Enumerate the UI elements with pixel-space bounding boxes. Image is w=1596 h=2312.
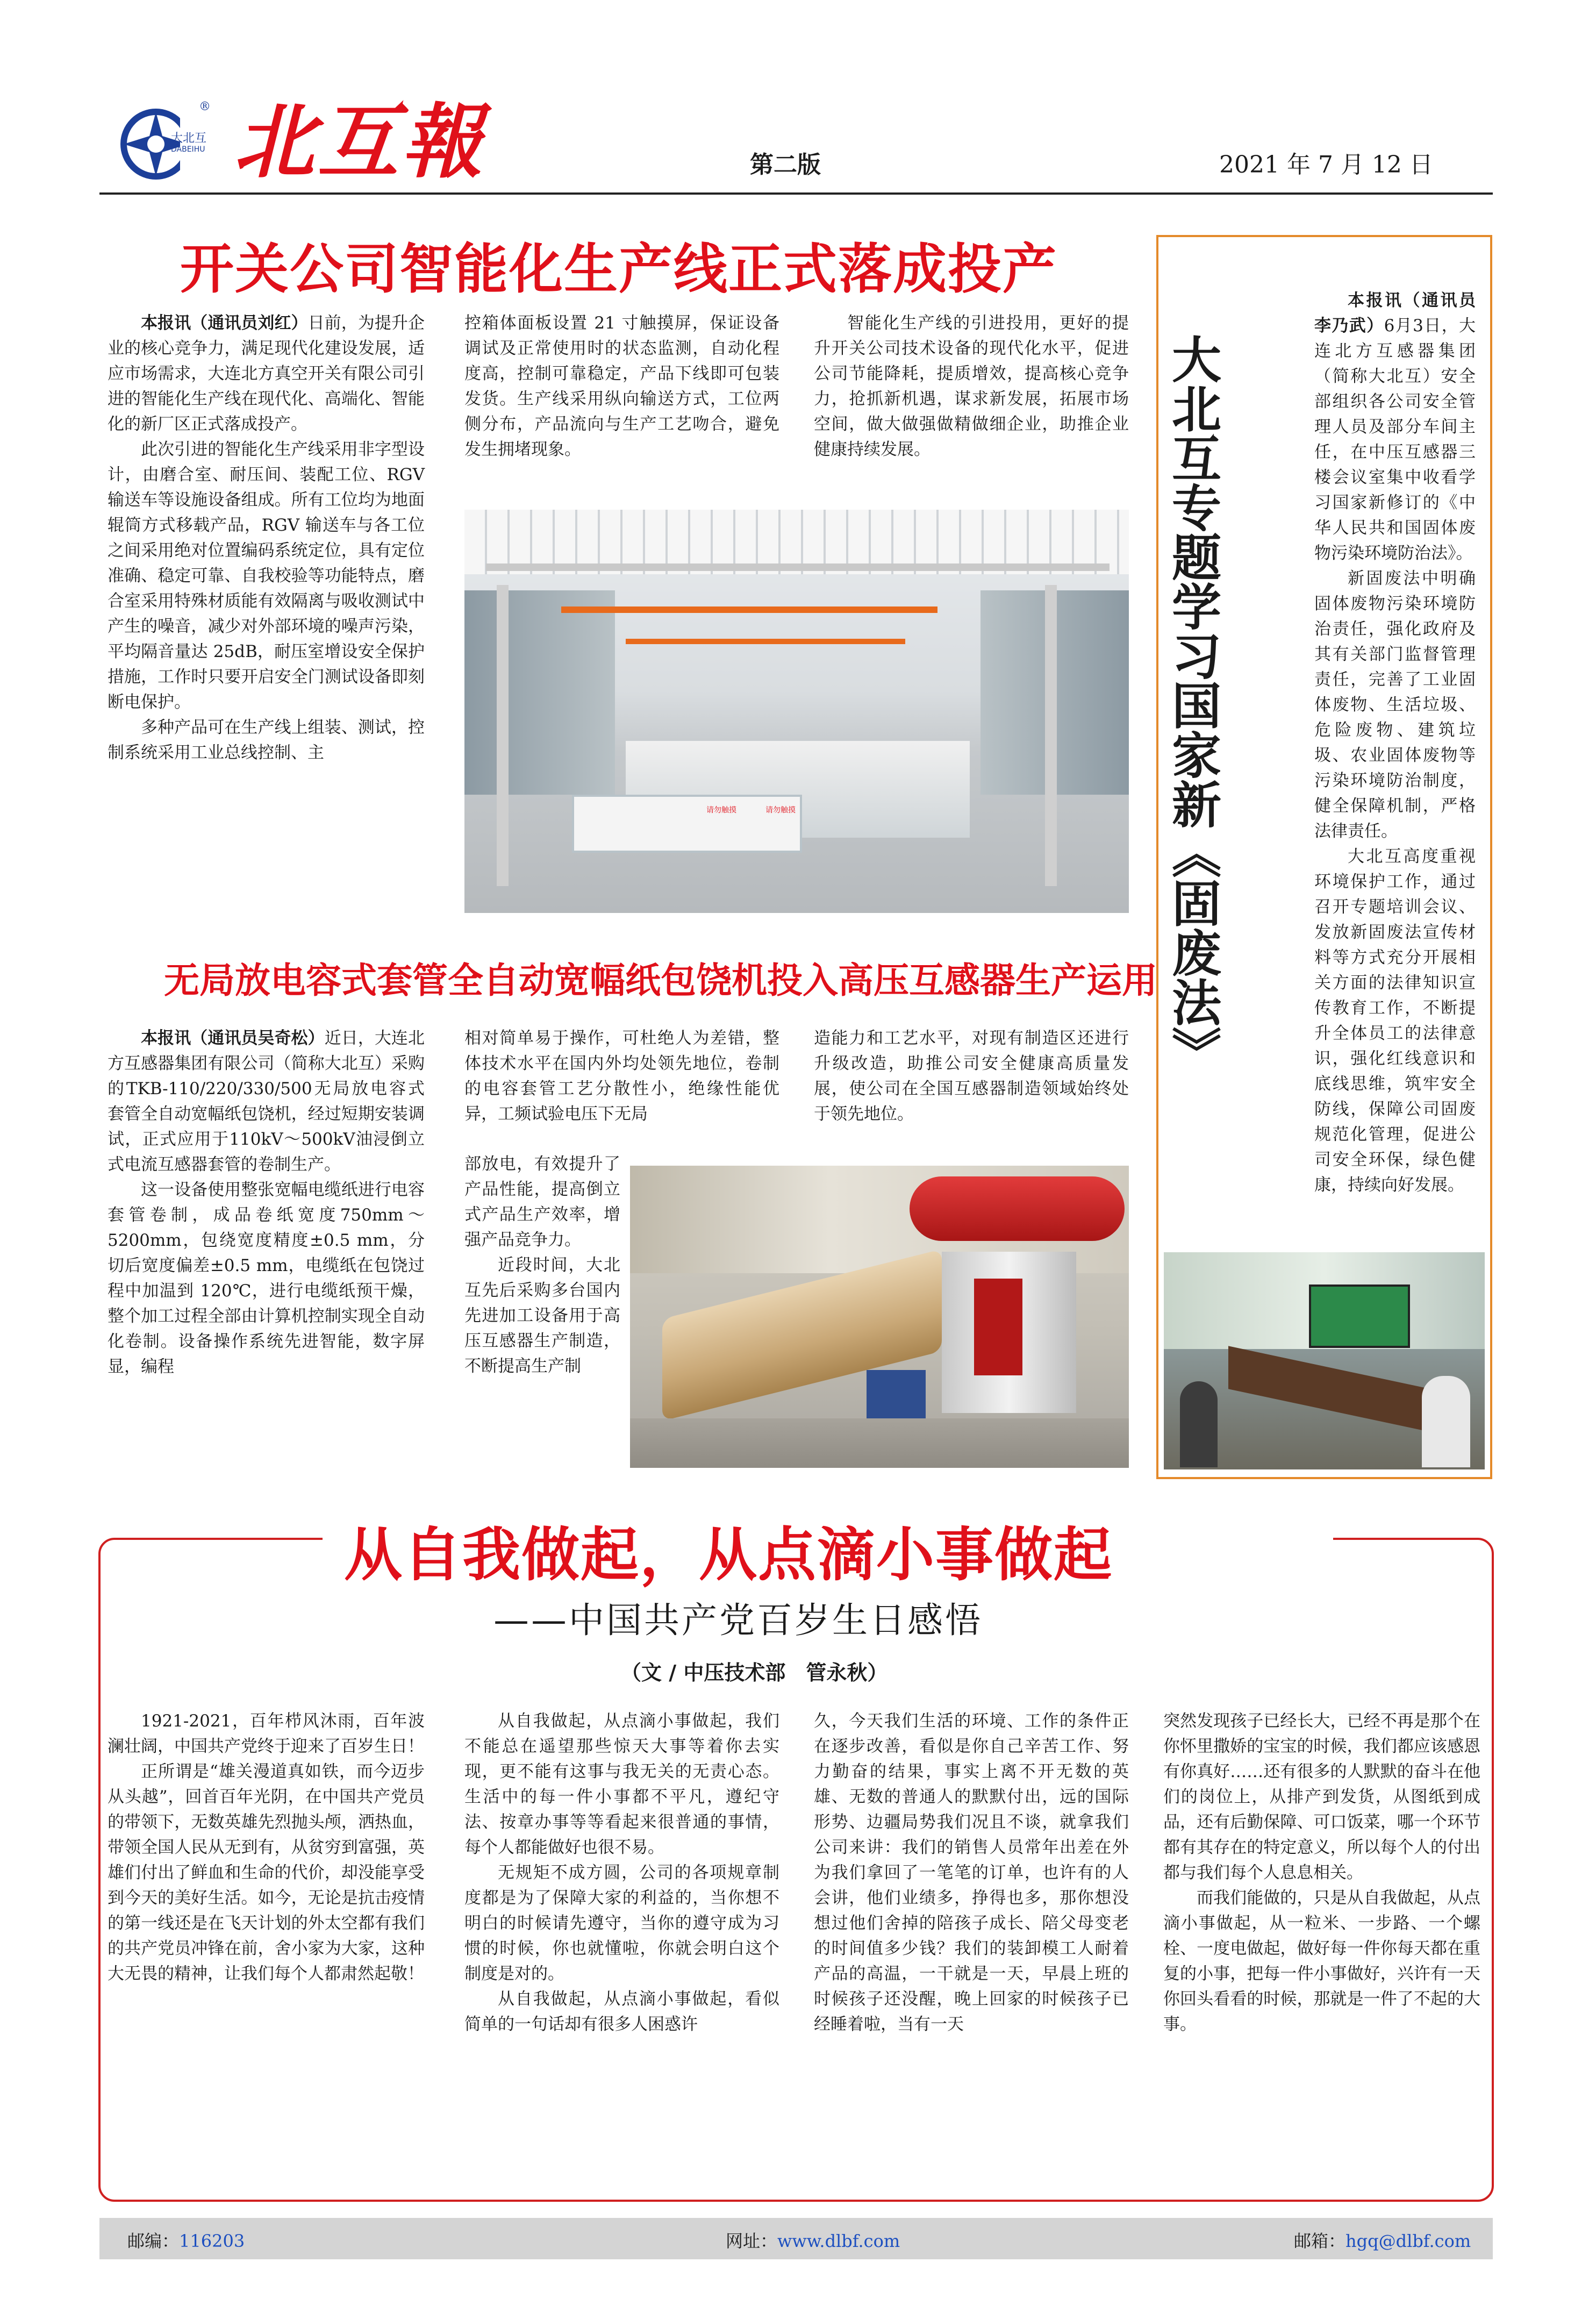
article3-author: （文 / 中压技术部 管永秋） (621, 1661, 888, 1685)
article3-para: 而我们能做的，只是从自我做起，从点滴小事做起，从一粒米、一步路、一个螺栓、一度电做起，做好每一件你每天都在重复的小事，把每一件小事做好，兴许有一天你回头看看的时候，那就是一件了不起的大事。 (1163, 1888, 1480, 2034)
logo-sub-text: DABEIHU (171, 145, 205, 154)
article3-subtitle: ——中国共产党百岁生日感悟 (493, 1600, 983, 1641)
article2-col1 (108, 1026, 425, 1380)
article3-col2 (464, 1709, 779, 2037)
meeting-room-photo (1164, 1252, 1485, 1469)
article1-title: 开关公司智能化生产线正式落成投产 (180, 238, 1057, 301)
edition-label: 第二版 (750, 151, 821, 179)
article3-title: 从自我做起，从点滴小事做起 (344, 1522, 1113, 1589)
sidebar-text (1314, 288, 1476, 1198)
article2-col3: 造能力和工艺水平，对现有制造区还进行升级改造，助推公司安全健康高质量发展，使公司在全国互感器制造领域始终处于领先地位。 (814, 1029, 1129, 1124)
article3-col4 (1163, 1709, 1480, 2037)
article3-para: 从自我做起，从点滴小事做起，我们不能总在遥望那些惊天大事等着你去实现，更不能有这事与我无关的无责心态。生活中的每一件小事都不平凡，遵纪守法、按章办事等等看起来很普通的事情，每个人都能做好也很不易。 (464, 1711, 779, 1857)
sidebar-para: 大北互高度重视环境保护工作，通过召开专题培训会议、发放新固废法宣传材料等方式充分开展相关方面的法律知识宣传教育工作，不断提升全体员工的法律意识，强化红线意识和底线思维，筑牢安全防线，保障公司固废规范化管理，促进公司安全环保，绿色健康，持续向好发展。 (1314, 847, 1476, 1195)
footer-bar (99, 2218, 1493, 2259)
factory-production-line-photo (464, 510, 1129, 913)
article2-para: 这一设备使用整张宽幅电缆纸进行电容套管卷制，成品卷纸宽度750mm～5200mm，包绕宽度精度±0.5 mm，分切后宽度偏差±0.5 mm，电缆纸在包饶过程中加温到 120℃，进行电缆纸预干燥，整个加工过程全部由计算机控制实现全自动化卷制。设备操作系统先进智能，数字屏显，编程 (108, 1180, 425, 1376)
postcode-label: 邮编： (127, 2231, 180, 2251)
article2-para: 近段时间，大北互先后采购多台国内先进加工设备用于高压互感器生产制造，不断提高生产制 (464, 1255, 620, 1376)
photo-sign: 请勿触摸 (706, 806, 736, 815)
website-label: 网址： (726, 2231, 778, 2251)
sidebar-byline: 本报讯（通讯员李乃武） (1314, 291, 1476, 336)
article2-col2-top: 相对简单易于操作，可杜绝人为差错，整体技术水平在国内外均处领先地位，卷制的电容套管工艺分散性小，绝缘性能优异，工频试验电压下无局 (464, 1029, 779, 1124)
footer-website (726, 2228, 900, 2252)
article3-para: 1921-2021，百年栉风沐雨，百年波澜壮阔，中国共产党终于迎来了百岁生日！ (108, 1711, 425, 1756)
footer-postcode (127, 2228, 245, 2252)
photo-sign: 请勿触摸 (765, 806, 796, 815)
sidebar-title: 大北互专题学习国家新《固废法》 (1164, 334, 1221, 1076)
footer-email (1294, 2228, 1471, 2252)
article1-col2: 控箱体面板设置 21 寸触摸屏，保证设备调试及正常使用时的状态监测，自动化程度高，控制可靠稳定，产品下线即可包装发货。生产线采用纵向输送方式，工位两侧分布，产品流向与生产工艺吻合，避免发生拥堵现象。 (464, 313, 779, 459)
article1-para: 此次引进的智能化生产线采用非字型设计，由磨合室、耐压间、装配工位、RGV 输送车等设施设备组成。所有工位均为地面辊筒方式移载产品，RGV 输送车与各工位之间采用绝对位置编码系统定位，具有定位准确、稳定可靠、自我校验等功能特点，磨合室采用特殊材质能有效隔离与吸收测试中产生的噪音，减少对外部环境的噪声污染，平均隔音量达 25dB，耐压室增设安全保护措施，工作时只要开启安全门测试设备即刻断电保护。 (108, 440, 425, 712)
article3-col3: 久，今天我们生活的环境、工作的条件正在逐步改善，看似是你自己辛苦工作、努力勤奋的结果，事实上离不开无数的英雄、无数的普通人的默默付出，远的国际形势、边疆局势我们况且不谈，就拿我们公司来讲：我们的销售人员常年出差在外为我们拿回了一笔笔的订单，也许有的人会讲，他们业绩多，挣得也多，那你想没想过他们舍掉的陪孩子成长、陪父母变老的时间值多少钱？我们的装卸模工人耐着产品的高温，一干就是一天，早晨上班的时候孩子还没醒，晚上回家的时候孩子已经睡着啦，当有一天 (814, 1711, 1129, 2034)
registered-mark: ® (199, 100, 211, 113)
masthead-rule (99, 192, 1493, 195)
article1-para: 多种产品可在生产线上组装、测试，控制系统采用工业总线控制、主 (108, 718, 425, 762)
issue-date: 2021 年 7 月 12 日 (1219, 151, 1433, 179)
article2-col2-bottom (464, 1152, 620, 1379)
article2-byline: 本报讯（通讯员吴奇松） (141, 1029, 325, 1048)
article3-para: 正所谓是“雄关漫道真如铁，而今迈步从头越”，回首百年光阴，在中国共产党员的带领下，无数英雄先烈抛头颅，洒热血，带领全国人民从无到有，从贫穷到富强，英雄们付出了鲜血和生命的代价，却没能享受到今天的美好生活。如今，无论是抗击疫情的第一线还是在飞天计划的外太空都有我们的共产党员冲锋在前，舍小家为大家，这种大无畏的精神，让我们每个人都肃然起敬！ (108, 1762, 425, 1983)
newspaper-name: 北互報 (234, 96, 486, 189)
article2-title: 无局放电容式套管全自动宽幅纸包饶机投入高压互感器生产运用 (164, 960, 1157, 1001)
article2-para: 部放电，有效提升了产品性能，提高倒立式产品生产效率，增强产品竞争力。 (464, 1154, 620, 1250)
email-label: 邮箱： (1294, 2231, 1346, 2251)
sidebar-box (1156, 235, 1492, 1479)
email-link[interactable]: hgq@dlbf.com (1345, 2231, 1471, 2251)
paper-wrapping-machine-photo (630, 1166, 1129, 1468)
article3-para: 突然发现孩子已经长大，已经不再是那个在你怀里撒娇的宝宝的时候，我们都应该感恩有你真好……还有很多的人默默的奋斗在他们的岗位上，从排产到发货，从图纸到成品，还有后勤保障、可口饭菜，哪一个环节都有其存在的特定意义，所以每个人的付出都与我们每个人息息相关。 (1163, 1711, 1480, 1882)
sidebar-para: 6月3日，大连北方互感器集团（简称大北互）安全部组织各公司安全管理人员及部分车间主任，在中压互感器三楼会议室集中收看学习国家新修订的《中华人民共和国固体废物污染环境防治法》。 (1314, 316, 1476, 563)
postcode-value: 116203 (179, 2231, 245, 2251)
article3-para: 从自我做起，从点滴小事做起，看似简单的一句话却有很多人困惑许 (464, 1989, 779, 2034)
article3-col1 (108, 1709, 425, 1987)
sidebar-para: 新固废法中明确固体废物污染环境防治责任，强化政府及其有关部门监督管理责任，完善了工业固体废物、生活垃圾、危险废物、建筑垃圾、农业固体废物等污染环境防治制度，健全保障机制，严格法律责任。 (1314, 569, 1476, 841)
article2-para: 近日，大连北方互感器集团有限公司（简称大北互）采购的TKB-110/220/330/500无局放电容式套管全自动宽幅纸包饶机，经过短期安装调试，正式应用于110kV～500kV油浸倒立式电流互感器套管的卷制生产。 (108, 1029, 425, 1174)
article1-col1 (108, 311, 425, 766)
website-link[interactable]: www.dlbf.com (777, 2231, 900, 2251)
article1-col3: 智能化生产线的引进投用，更好的提升开关公司技术设备的现代化水平，促进公司节能降耗，提质增效，提高核心竞争力，抢抓新机遇，谋求新发展，拓展市场空间，做大做强做精做细企业，助推企业健康持续发展。 (814, 313, 1129, 459)
logo-small-text: 大北互 (171, 132, 207, 145)
masthead (0, 0, 1596, 199)
article3-para: 无规矩不成方圆，公司的各项规章制度都是为了保障大家的利益的，当你想不明白的时候请先遵守，当你的遵守成为习惯的时候，你也就懂啦，你就会明白这个制度是对的。 (464, 1863, 779, 1983)
article1-para: 日前，为提升企业的核心竞争力，满足现代化建设发展，适应市场需求，大连北方真空开关有限公司引进的智能化生产线在现代化、高端化、智能化的新厂区正式落成投产。 (108, 313, 425, 434)
article1-byline: 本报讯（通讯员刘红） (141, 313, 308, 333)
